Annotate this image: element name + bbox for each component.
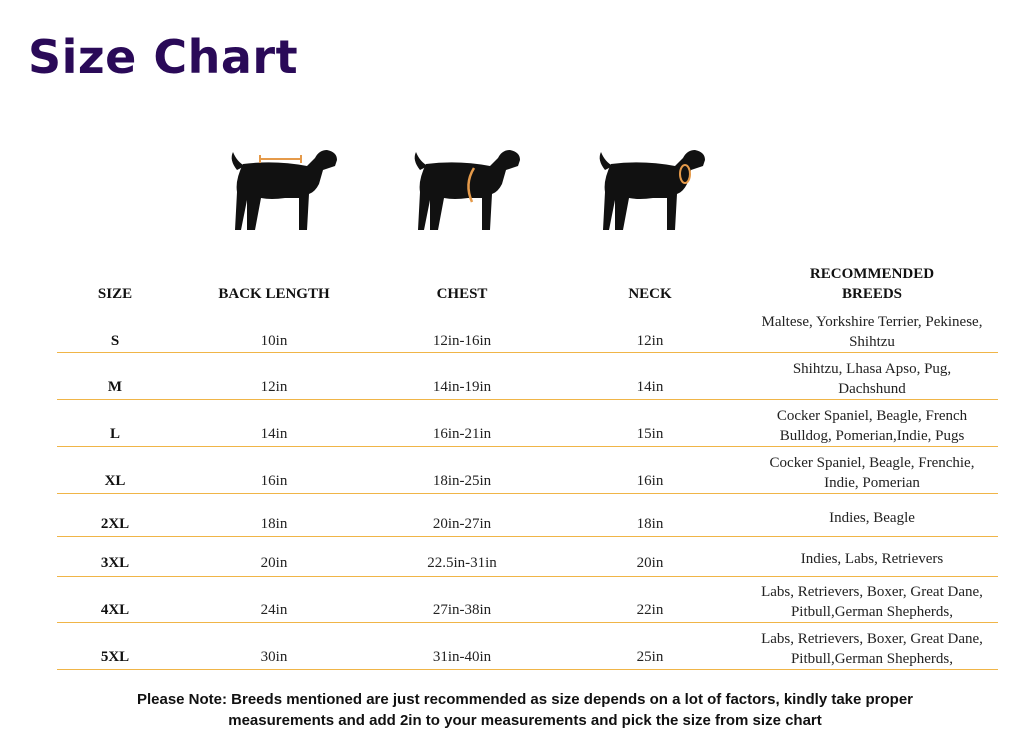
size-cell: 3XL [100,555,130,571]
breeds-cell [737,406,1007,446]
chest-cell: 14in-19in [432,379,492,395]
breeds-line2: Bulldog, Pomerian,Indie, Pugs [779,428,965,444]
size-cell: S [110,333,120,349]
breeds-line1: Shihtzu, Lhasa Apso, Pug, [792,361,952,377]
header-neck: NECK [628,286,672,302]
neck-cell: 14in [636,379,664,395]
back-length-cell: 14in [260,426,288,442]
chest-cell: 20in-27in [432,516,492,532]
neck-cell: 22in [636,602,664,618]
neck-cell: 20in [636,555,664,571]
back-length-cell: 10in [260,333,288,349]
breeds-line2: Indie, Pomerian [824,475,920,491]
size-cell: L [109,426,120,442]
breeds-cell [737,629,1007,669]
back-length-cell: 20in [260,555,288,571]
chest-cell: 22.5in-31in [427,555,497,571]
breeds-cell [737,582,1007,622]
header-size: SIZE [97,286,133,302]
neck-cell: 12in [636,333,664,349]
breeds-line1: Indies, Beagle [829,510,915,526]
header-chest: CHEST [436,286,488,302]
page-title: Size Chart [28,30,299,84]
chest-cell: 18in-25in [432,473,492,489]
breeds-line1: Maltese, Yorkshire Terrier, Pekinese, [761,314,983,330]
breeds-line1: Cocker Spaniel, Beagle, French [776,408,968,424]
breeds-line1: Labs, Retrievers, Boxer, Great Dane, [761,631,983,647]
breeds-cell [737,312,1007,352]
back-length-cell: 16in [260,473,288,489]
back-length-cell: 30in [260,649,288,665]
size-cell: 5XL [100,649,130,665]
breeds-cell [737,453,1007,493]
back-length-cell: 18in [260,516,288,532]
sizing-note [60,689,990,731]
chest-cell: 27in-38in [432,602,492,618]
size-cell: 4XL [100,602,130,618]
breeds-cell [737,549,1007,569]
header-breeds-line2: BREEDS [841,286,903,302]
note-line-1: Please Note: Breeds mentioned are just recommended as size depends on a lot of factors, kindly take proper [136,691,914,708]
size-cell: 2XL [100,516,130,532]
breeds-line1: Cocker Spaniel, Beagle, Frenchie, [769,455,975,471]
breeds-line2: Shihtzu [849,334,895,350]
header-breeds-line1: RECOMMENDED [809,266,935,282]
breeds-line2: Dachshund [838,381,906,397]
breeds-line2: Pitbull,German Shepherds, [790,651,954,667]
neck-cell: 18in [636,516,664,532]
dog-chest-icon [398,140,538,240]
chest-cell: 12in-16in [432,333,492,349]
dog-back-length-icon [215,140,355,240]
size-cell: M [107,379,123,395]
neck-cell: 15in [636,426,664,442]
breeds-line1: Indies, Labs, Retrievers [800,551,944,567]
neck-cell: 25in [636,649,664,665]
breeds-line1: Labs, Retrievers, Boxer, Great Dane, [761,584,983,600]
neck-cell: 16in [636,473,664,489]
note-line-2: measurements and add 2in to your measurements and pick the size from size chart [228,712,822,729]
header-back-length: BACK LENGTH [218,286,330,302]
breeds-line2: Pitbull,German Shepherds, [790,604,954,620]
chest-cell: 16in-21in [432,426,492,442]
header-recommended-breeds [737,264,1007,304]
chest-cell: 31in-40in [432,649,492,665]
breeds-cell [737,508,1007,528]
back-length-cell: 12in [260,379,288,395]
breeds-cell [737,359,1007,399]
size-cell: XL [104,473,126,489]
back-length-cell: 24in [260,602,288,618]
dog-neck-icon [583,140,723,240]
